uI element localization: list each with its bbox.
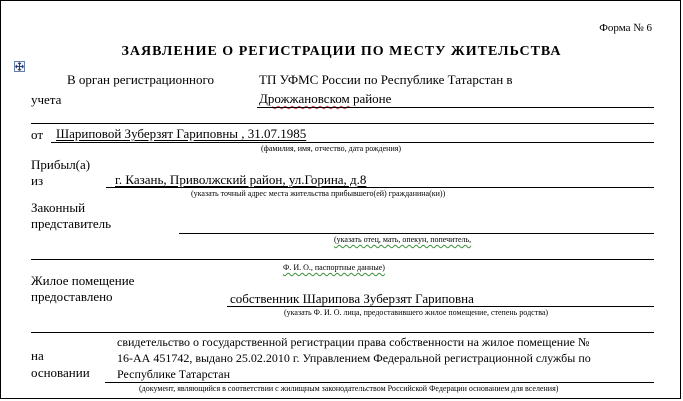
basis-hint: (документ, являющийся в соответствии с жилищным законодательством Российской Федерации основанием для вселения): [139, 384, 559, 393]
basis-label-line1: на: [31, 348, 44, 363]
basis-underline: [105, 382, 654, 383]
representative-underline: [179, 233, 654, 234]
representative-hint1: (указать отец, мать, опекун, попечитель,: [334, 235, 472, 244]
organ-value-line2: Дрожжановском районе: [259, 91, 392, 106]
housing-label-line2: предоставлено: [31, 289, 113, 304]
basis-value-line2: 16-АА 451742, выдано 25.02.2010 г. Управлением Федеральной регистрационной службы по: [117, 351, 591, 365]
organ-value-line1: ТП УФМС России по Республике Татарстан в: [259, 72, 513, 87]
basis-value-line1: свидетельство о государственной регистрации права собственности на жилое помещение №: [117, 335, 590, 349]
housing-underline: [227, 306, 654, 307]
arrived-label-line2: из: [31, 173, 44, 188]
housing-value: собственник Шарипова Зуберзят Гариповна: [230, 291, 474, 306]
page-title: ЗАЯВЛЕНИЕ О РЕГИСТРАЦИИ ПО МЕСТУ ЖИТЕЛЬСТВА: [121, 44, 562, 59]
from-label: от: [31, 127, 44, 142]
organ-separator: [31, 123, 654, 124]
housing-separator: [31, 332, 654, 333]
housing-label-line1: Жилое помещение: [31, 273, 135, 288]
housing-hint: (указать Ф. И. О. лица, предоставившего жилое помещение, степень родства): [284, 308, 549, 317]
representative-separator: [31, 259, 654, 260]
representative-hint2: Ф. И. О., паспортные данные): [283, 263, 385, 272]
organ-underline: [257, 107, 654, 108]
representative-label-line2: представитель: [31, 216, 112, 231]
basis-label-line2: основании: [31, 365, 90, 380]
arrived-underline: [106, 187, 654, 188]
from-hint: (фамилия, имя, отчество, дата рождения): [261, 144, 402, 153]
arrived-hint: (указать точный адрес места жительства прибывшего(ей) гражданина(ки)): [191, 189, 446, 198]
arrived-label-line1: Прибыл(а): [31, 157, 91, 172]
table-move-handle-icon[interactable]: [14, 61, 25, 72]
organ-label-line1: В орган регистрационного: [67, 72, 215, 87]
arrived-value: г. Казань, Приволжский район, ул.Горина, д.8: [115, 172, 367, 187]
organ-label-line2: учета: [31, 92, 62, 107]
basis-value-line3: Республике Татарстан: [117, 367, 231, 381]
from-underline: [51, 142, 654, 143]
organ-value-district: Дрожжановском: [259, 91, 350, 106]
representative-label-line1: Законный: [31, 200, 86, 215]
form-number: Форма № 6: [599, 22, 652, 34]
from-value: Шариповой Зуберзят Гариповны , 31.07.1985: [56, 126, 307, 141]
